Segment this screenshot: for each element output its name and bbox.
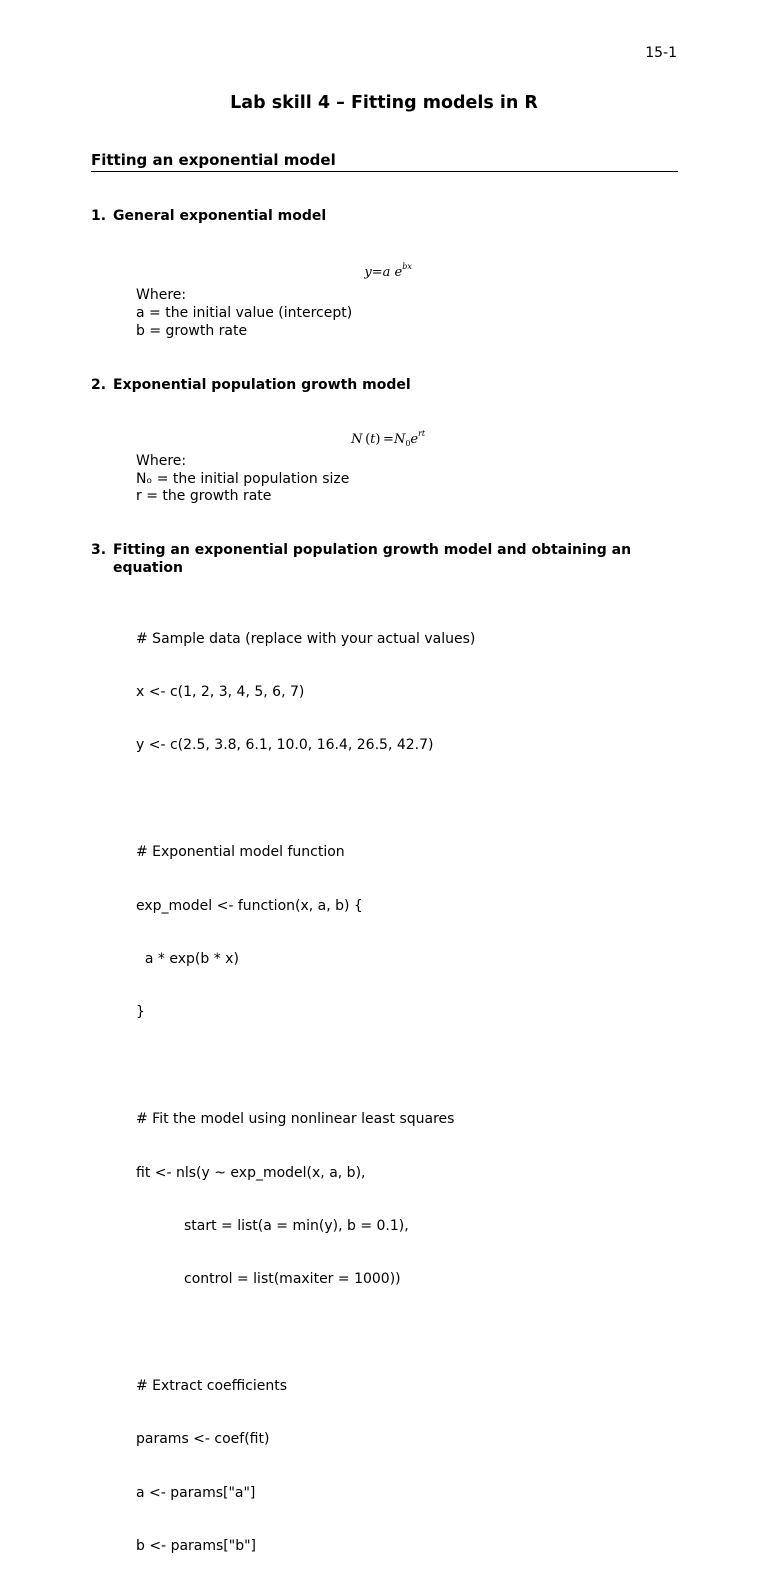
code-line: b <- params["b"] xyxy=(136,1538,256,1555)
formula-lhs: y xyxy=(364,265,372,280)
code-line: # Fit the model using nonlinear least squares xyxy=(136,1111,455,1128)
code-line: # Exponential model function xyxy=(136,844,345,861)
formula-base: N xyxy=(393,432,406,447)
formula-lhs: N xyxy=(351,432,363,447)
document-title: Lab skill 4 – Fitting models in R xyxy=(230,93,538,113)
code-line xyxy=(136,1058,475,1076)
where-label: Where: xyxy=(136,453,187,469)
code-line: start = list(a = min(y), b = 0.1), xyxy=(184,1217,409,1234)
formula-exponent: rt xyxy=(418,429,426,438)
formula-population-growth xyxy=(0,414,768,448)
item-2-number: 2. xyxy=(91,377,107,393)
code-line: params <- coef(fit) xyxy=(136,1431,270,1448)
formula-e: e xyxy=(410,432,419,447)
section-divider xyxy=(91,171,678,172)
where-label: Where: xyxy=(136,287,187,303)
item-1-title: General exponential model xyxy=(113,208,327,224)
page-number: 15-1 xyxy=(645,45,677,61)
code-line: } xyxy=(136,1004,145,1021)
code-line: fit <- nls(y ~ exp_model(x, a, b), xyxy=(136,1164,366,1181)
code-line: # Sample data (replace with your actual values) xyxy=(136,630,476,647)
formula-equals: = xyxy=(371,265,383,280)
code-line xyxy=(136,1325,475,1343)
where-definition: Nₒ = the initial population size xyxy=(136,471,350,487)
item-1-number: 1. xyxy=(91,208,107,224)
code-line: y <- c(2.5, 3.8, 6.1, 10.0, 16.4, 26.5, 42.7) xyxy=(136,737,434,754)
code-line: exp_model <- function(x, a, b) { xyxy=(136,897,363,914)
formula-subscript: 0 xyxy=(405,439,411,448)
code-line: a * exp(b * x) xyxy=(136,950,239,967)
code-line: control = list(maxiter = 1000)) xyxy=(184,1271,401,1288)
item-3-number: 3. xyxy=(91,542,107,558)
item-3-title: Fitting an exponential population growth model and obtaining an equation xyxy=(113,542,632,576)
code-line xyxy=(136,791,475,809)
code-line: x <- c(1, 2, 3, 4, 5, 6, 7) xyxy=(136,683,305,700)
where-definition: b = growth rate xyxy=(136,323,248,339)
where-definition: r = the growth rate xyxy=(136,488,272,504)
where-definition: a = the initial value (intercept) xyxy=(136,305,353,321)
formula-close-paren: ) = xyxy=(375,432,394,447)
formula-open-paren: ( xyxy=(362,432,371,447)
section-heading: Fitting an exponential model xyxy=(91,151,336,169)
formula-exponent: bx xyxy=(402,262,412,271)
formula-general-exponential xyxy=(0,247,768,280)
item-2-title: Exponential population growth model xyxy=(113,377,411,393)
formula-base: a e xyxy=(382,265,403,280)
formula-variable: t xyxy=(370,432,376,447)
code-line: a <- params["a"] xyxy=(136,1484,256,1501)
code-line: # Extract coefficients xyxy=(136,1378,288,1395)
r-code-block xyxy=(136,595,475,1574)
